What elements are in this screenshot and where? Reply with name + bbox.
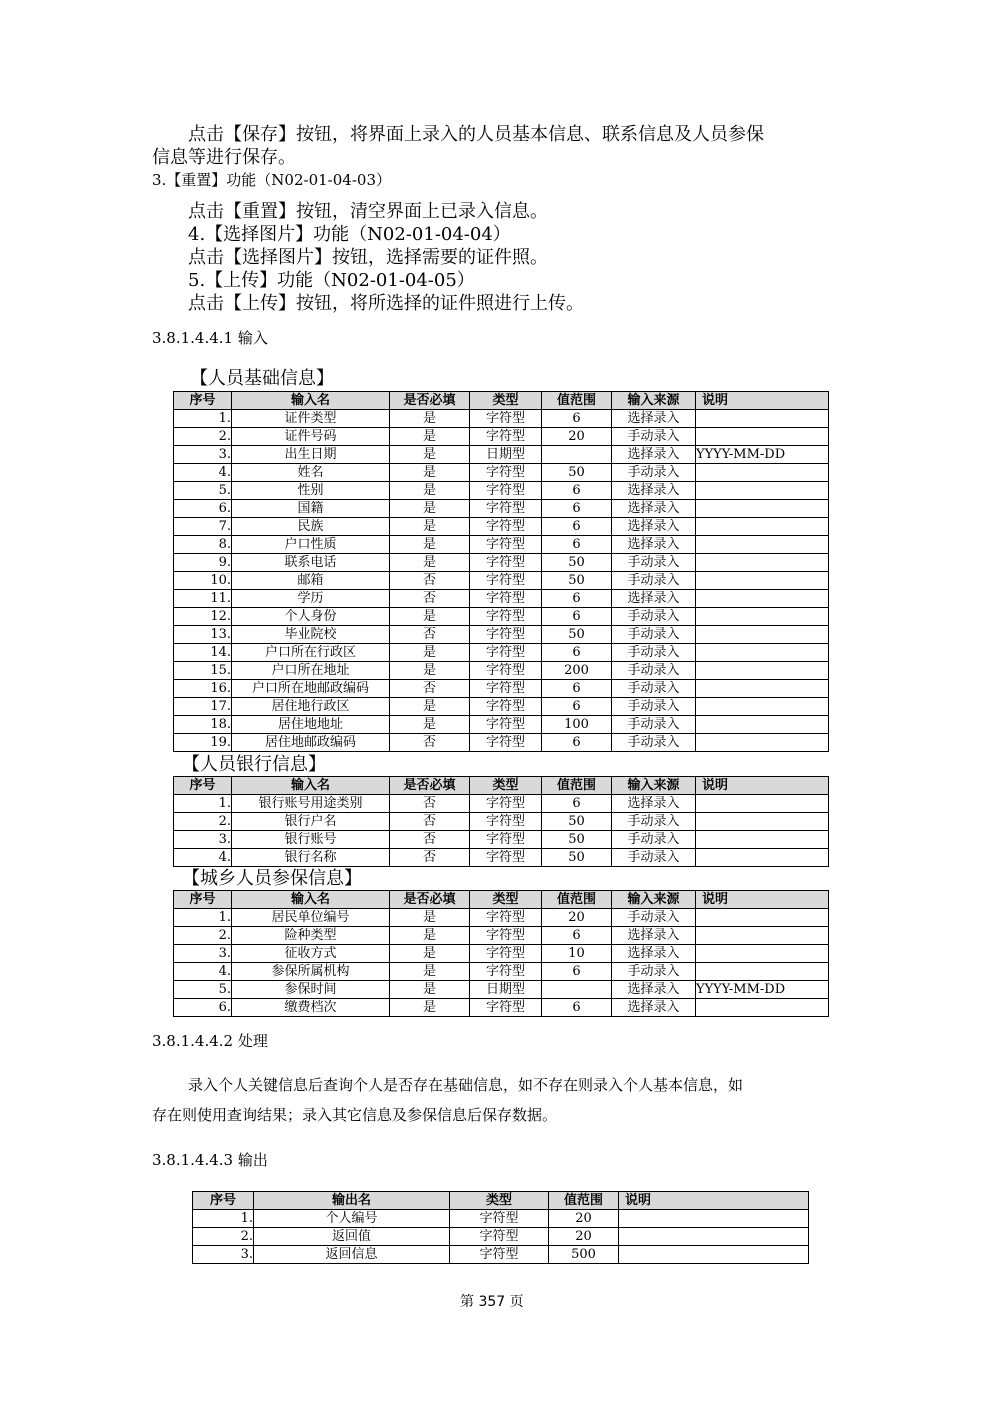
cell-input-name: 银行户名 <box>232 813 390 831</box>
item4-title: 4.【选择图片】功能（N02-01-04-04） <box>188 224 511 245</box>
cell-required: 是 <box>390 716 470 734</box>
header-input-name: 输入名 <box>232 891 390 909</box>
cell-required: 否 <box>390 849 470 867</box>
cell-note <box>696 927 829 945</box>
table-row <box>174 795 829 813</box>
cell-input-name: 联系电话 <box>232 554 390 572</box>
cell-index: 9. <box>174 554 232 572</box>
cell-index: 10. <box>174 572 232 590</box>
cell-input-name: 征收方式 <box>232 945 390 963</box>
cell-input-name: 姓名 <box>232 464 390 482</box>
cell-source: 手动录入 <box>612 554 696 572</box>
cell-index: 8. <box>174 536 232 554</box>
cell-note: YYYY-MM-DD <box>696 446 829 464</box>
cell-source: 选择录入 <box>612 981 696 999</box>
cell-input-name: 居民单位编号 <box>232 909 390 927</box>
cell-index: 5. <box>174 981 232 999</box>
cell-source: 选择录入 <box>612 590 696 608</box>
cell-note <box>696 795 829 813</box>
cell-source: 选择录入 <box>612 945 696 963</box>
table-row <box>193 1246 809 1264</box>
table-row <box>174 981 829 999</box>
cell-range: 6 <box>542 734 612 752</box>
cell-input-name: 证件类型 <box>232 410 390 428</box>
cell-output-name: 个人编号 <box>254 1210 450 1228</box>
cell-source: 选择录入 <box>612 927 696 945</box>
cell-required: 是 <box>390 644 470 662</box>
cell-note <box>696 608 829 626</box>
cell-type: 字符型 <box>470 734 542 752</box>
cell-required: 是 <box>390 927 470 945</box>
cell-type: 日期型 <box>470 981 542 999</box>
cell-type: 字符型 <box>470 795 542 813</box>
header-type: 类型 <box>470 777 542 795</box>
header-index: 序号 <box>174 891 232 909</box>
table-row <box>174 626 829 644</box>
header-required: 是否必填 <box>390 392 470 410</box>
cell-index: 2. <box>193 1228 254 1246</box>
cell-index: 3. <box>174 831 232 849</box>
cell-type: 字符型 <box>470 644 542 662</box>
header-range: 值范围 <box>542 777 612 795</box>
cell-range: 50 <box>542 626 612 644</box>
table-row <box>174 590 829 608</box>
cell-index: 1. <box>174 795 232 813</box>
item3-title: 3.【重置】功能（N02-01-04-03） <box>152 171 391 189</box>
cell-required: 是 <box>390 554 470 572</box>
cell-input-name: 国籍 <box>232 500 390 518</box>
table-bank-title: 【人员银行信息】 <box>182 754 326 775</box>
cell-index: 6. <box>174 999 232 1017</box>
cell-type: 字符型 <box>470 680 542 698</box>
cell-note <box>619 1246 809 1264</box>
cell-source: 手动录入 <box>612 428 696 446</box>
cell-note <box>696 572 829 590</box>
cell-range: 6 <box>542 410 612 428</box>
table-insurance-info <box>173 890 829 1017</box>
cell-source: 手动录入 <box>612 572 696 590</box>
cell-source: 选择录入 <box>612 482 696 500</box>
cell-index: 16. <box>174 680 232 698</box>
table-basic-title: 【人员基础信息】 <box>190 368 334 389</box>
cell-index: 3. <box>174 446 232 464</box>
cell-type: 字符型 <box>470 698 542 716</box>
cell-range: 6 <box>542 680 612 698</box>
cell-range: 6 <box>542 795 612 813</box>
cell-required: 是 <box>390 536 470 554</box>
cell-required: 否 <box>390 813 470 831</box>
cell-required: 是 <box>390 981 470 999</box>
cell-source: 手动录入 <box>612 464 696 482</box>
cell-required: 否 <box>390 572 470 590</box>
table-row <box>174 813 829 831</box>
section-output-heading: 3.8.1.4.4.3 输出 <box>152 1151 268 1169</box>
table-row <box>174 680 829 698</box>
header-note: 说明 <box>696 392 829 410</box>
cell-index: 3. <box>193 1246 254 1264</box>
header-source: 输入来源 <box>612 891 696 909</box>
cell-source: 手动录入 <box>612 644 696 662</box>
table-row <box>174 927 829 945</box>
cell-range: 6 <box>542 999 612 1017</box>
page-footer: 第 357 页 <box>460 1294 524 1310</box>
cell-index: 17. <box>174 698 232 716</box>
cell-input-name: 银行账号用途类别 <box>232 795 390 813</box>
cell-range: 6 <box>542 590 612 608</box>
cell-index: 14. <box>174 644 232 662</box>
cell-index: 15. <box>174 662 232 680</box>
cell-range: 10 <box>542 945 612 963</box>
cell-note <box>696 518 829 536</box>
cell-range: 50 <box>542 813 612 831</box>
table-row <box>193 1210 809 1228</box>
cell-source: 选择录入 <box>612 518 696 536</box>
cell-output-name: 返回信息 <box>254 1246 450 1264</box>
cell-note <box>696 963 829 981</box>
cell-input-name: 参保时间 <box>232 981 390 999</box>
cell-input-name: 户口所在地邮政编码 <box>232 680 390 698</box>
cell-note <box>696 734 829 752</box>
cell-range: 20 <box>542 428 612 446</box>
cell-input-name: 缴费档次 <box>232 999 390 1017</box>
cell-input-name: 民族 <box>232 518 390 536</box>
cell-input-name: 户口所在行政区 <box>232 644 390 662</box>
cell-index: 4. <box>174 464 232 482</box>
cell-source: 手动录入 <box>612 831 696 849</box>
cell-note <box>696 831 829 849</box>
cell-source: 选择录入 <box>612 410 696 428</box>
cell-range: 20 <box>549 1210 619 1228</box>
table-row <box>174 554 829 572</box>
header-range: 值范围 <box>542 891 612 909</box>
cell-required: 是 <box>390 500 470 518</box>
cell-type: 字符型 <box>450 1228 549 1246</box>
cell-range <box>542 446 612 464</box>
cell-note <box>696 500 829 518</box>
table-row <box>174 831 829 849</box>
table-row <box>174 500 829 518</box>
cell-input-name: 险种类型 <box>232 927 390 945</box>
cell-type: 字符型 <box>470 554 542 572</box>
cell-type: 字符型 <box>470 626 542 644</box>
header-output-name: 输出名 <box>254 1192 450 1210</box>
cell-note <box>696 482 829 500</box>
cell-type: 字符型 <box>470 464 542 482</box>
header-range: 值范围 <box>542 392 612 410</box>
cell-input-name: 银行名称 <box>232 849 390 867</box>
cell-index: 1. <box>174 410 232 428</box>
cell-index: 12. <box>174 608 232 626</box>
cell-type: 字符型 <box>470 482 542 500</box>
cell-note: YYYY-MM-DD <box>696 981 829 999</box>
cell-required: 否 <box>390 626 470 644</box>
cell-required: 否 <box>390 680 470 698</box>
cell-required: 否 <box>390 734 470 752</box>
cell-source: 手动录入 <box>612 716 696 734</box>
table-row <box>174 572 829 590</box>
header-required: 是否必填 <box>390 777 470 795</box>
table-row <box>174 608 829 626</box>
cell-type: 字符型 <box>470 428 542 446</box>
cell-index: 2. <box>174 813 232 831</box>
cell-source: 手动录入 <box>612 813 696 831</box>
cell-source: 手动录入 <box>612 662 696 680</box>
table-insure-title: 【城乡人员参保信息】 <box>182 868 362 889</box>
cell-note <box>696 464 829 482</box>
cell-type: 字符型 <box>470 572 542 590</box>
header-source: 输入来源 <box>612 777 696 795</box>
cell-note <box>696 716 829 734</box>
cell-type: 字符型 <box>470 813 542 831</box>
cell-range: 50 <box>542 464 612 482</box>
cell-range: 6 <box>542 482 612 500</box>
cell-type: 字符型 <box>470 849 542 867</box>
table-bank-info <box>173 776 829 867</box>
cell-type: 日期型 <box>470 446 542 464</box>
cell-source: 选择录入 <box>612 999 696 1017</box>
cell-required: 是 <box>390 662 470 680</box>
cell-type: 字符型 <box>470 909 542 927</box>
cell-source: 手动录入 <box>612 909 696 927</box>
cell-source: 选择录入 <box>612 446 696 464</box>
cell-range: 50 <box>542 831 612 849</box>
cell-index: 5. <box>174 482 232 500</box>
table-row <box>174 734 829 752</box>
header-input-name: 输入名 <box>232 777 390 795</box>
cell-input-name: 学历 <box>232 590 390 608</box>
cell-note <box>696 410 829 428</box>
cell-index: 1. <box>193 1210 254 1228</box>
cell-source: 手动录入 <box>612 680 696 698</box>
cell-index: 11. <box>174 590 232 608</box>
cell-required: 是 <box>390 698 470 716</box>
cell-note <box>696 554 829 572</box>
table-basic-info <box>173 391 829 752</box>
cell-note <box>696 590 829 608</box>
cell-input-name: 居住地行政区 <box>232 698 390 716</box>
header-type: 类型 <box>450 1192 549 1210</box>
cell-source: 选择录入 <box>612 795 696 813</box>
table-row <box>174 446 829 464</box>
cell-required: 是 <box>390 482 470 500</box>
cell-note <box>619 1210 809 1228</box>
paragraph-save-line2: 信息等进行保存。 <box>152 147 296 168</box>
table-row <box>174 428 829 446</box>
cell-index: 4. <box>174 963 232 981</box>
header-index: 序号 <box>174 777 232 795</box>
cell-range: 6 <box>542 536 612 554</box>
process-line1: 录入个人关键信息后查询个人是否存在基础信息，如不存在则录入个人基本信息，如 <box>188 1076 744 1094</box>
cell-type: 字符型 <box>470 536 542 554</box>
table-row <box>174 536 829 554</box>
cell-input-name: 居住地地址 <box>232 716 390 734</box>
cell-index: 2. <box>174 927 232 945</box>
header-source: 输入来源 <box>612 392 696 410</box>
table-row <box>174 518 829 536</box>
cell-type: 字符型 <box>470 590 542 608</box>
cell-type: 字符型 <box>470 518 542 536</box>
cell-index: 6. <box>174 500 232 518</box>
cell-note <box>696 909 829 927</box>
cell-index: 1. <box>174 909 232 927</box>
header-range: 值范围 <box>549 1192 619 1210</box>
header-index: 序号 <box>193 1192 254 1210</box>
cell-index: 19. <box>174 734 232 752</box>
cell-input-name: 参保所属机构 <box>232 963 390 981</box>
cell-source: 手动录入 <box>612 698 696 716</box>
cell-required: 否 <box>390 590 470 608</box>
cell-input-name: 性别 <box>232 482 390 500</box>
cell-input-name: 毕业院校 <box>232 626 390 644</box>
cell-range: 6 <box>542 608 612 626</box>
cell-required: 是 <box>390 446 470 464</box>
cell-required: 是 <box>390 410 470 428</box>
cell-input-name: 个人身份 <box>232 608 390 626</box>
table-row <box>174 999 829 1017</box>
cell-type: 字符型 <box>470 410 542 428</box>
cell-required: 是 <box>390 999 470 1017</box>
header-note: 说明 <box>619 1192 809 1210</box>
cell-note <box>696 945 829 963</box>
cell-required: 否 <box>390 795 470 813</box>
item5-title: 5.【上传】功能（N02-01-04-05） <box>188 270 475 291</box>
cell-index: 4. <box>174 849 232 867</box>
cell-range: 6 <box>542 500 612 518</box>
item3-desc: 点击【重置】按钮，清空界面上已录入信息。 <box>188 201 548 222</box>
table-row <box>174 644 829 662</box>
cell-note <box>696 698 829 716</box>
cell-note <box>696 536 829 554</box>
paragraph-save-line1: 点击【保存】按钮，将界面上录入的人员基本信息、联系信息及人员参保 <box>188 124 764 145</box>
cell-type: 字符型 <box>470 945 542 963</box>
cell-required: 是 <box>390 909 470 927</box>
process-line2: 存在则使用查询结果；录入其它信息及参保信息后保存数据。 <box>152 1106 558 1124</box>
cell-note <box>696 999 829 1017</box>
table-row <box>174 963 829 981</box>
cell-index: 18. <box>174 716 232 734</box>
cell-source: 手动录入 <box>612 734 696 752</box>
cell-type: 字符型 <box>470 608 542 626</box>
cell-type: 字符型 <box>470 662 542 680</box>
cell-note <box>696 644 829 662</box>
cell-required: 否 <box>390 831 470 849</box>
cell-input-name: 户口性质 <box>232 536 390 554</box>
table-row <box>193 1228 809 1246</box>
header-type: 类型 <box>470 891 542 909</box>
cell-range: 6 <box>542 963 612 981</box>
cell-output-name: 返回值 <box>254 1228 450 1246</box>
cell-source: 选择录入 <box>612 536 696 554</box>
cell-required: 是 <box>390 464 470 482</box>
table-row <box>174 909 829 927</box>
cell-source: 手动录入 <box>612 849 696 867</box>
table-output <box>192 1191 809 1264</box>
cell-note <box>696 428 829 446</box>
header-type: 类型 <box>470 392 542 410</box>
cell-type: 字符型 <box>470 500 542 518</box>
cell-source: 选择录入 <box>612 500 696 518</box>
cell-index: 2. <box>174 428 232 446</box>
cell-source: 手动录入 <box>612 963 696 981</box>
cell-range: 50 <box>542 572 612 590</box>
cell-note <box>696 626 829 644</box>
cell-range: 50 <box>542 849 612 867</box>
cell-input-name: 银行账号 <box>232 831 390 849</box>
cell-range: 100 <box>542 716 612 734</box>
cell-index: 3. <box>174 945 232 963</box>
cell-source: 手动录入 <box>612 626 696 644</box>
cell-source: 手动录入 <box>612 608 696 626</box>
item5-desc: 点击【上传】按钮，将所选择的证件照进行上传。 <box>188 293 584 314</box>
cell-note <box>696 849 829 867</box>
cell-range: 6 <box>542 644 612 662</box>
item4-desc: 点击【选择图片】按钮，选择需要的证件照。 <box>188 247 548 268</box>
table-row <box>174 410 829 428</box>
cell-range: 50 <box>542 554 612 572</box>
cell-note <box>619 1228 809 1246</box>
cell-type: 字符型 <box>470 716 542 734</box>
cell-type: 字符型 <box>470 999 542 1017</box>
section-input-heading: 3.8.1.4.4.1 输入 <box>152 329 268 347</box>
cell-type: 字符型 <box>470 831 542 849</box>
cell-range: 500 <box>549 1246 619 1264</box>
cell-range: 6 <box>542 927 612 945</box>
cell-input-name: 户口所在地址 <box>232 662 390 680</box>
cell-type: 字符型 <box>450 1210 549 1228</box>
cell-type: 字符型 <box>470 927 542 945</box>
header-note: 说明 <box>696 891 829 909</box>
cell-range: 200 <box>542 662 612 680</box>
header-input-name: 输入名 <box>232 392 390 410</box>
cell-input-name: 出生日期 <box>232 446 390 464</box>
section-process-heading: 3.8.1.4.4.2 处理 <box>152 1032 268 1050</box>
cell-range: 6 <box>542 698 612 716</box>
cell-note <box>696 813 829 831</box>
cell-required: 是 <box>390 945 470 963</box>
header-note: 说明 <box>696 777 829 795</box>
table-row <box>174 662 829 680</box>
cell-range: 6 <box>542 518 612 536</box>
cell-required: 是 <box>390 428 470 446</box>
cell-type: 字符型 <box>450 1246 549 1264</box>
cell-note <box>696 662 829 680</box>
cell-index: 7. <box>174 518 232 536</box>
table-row <box>174 464 829 482</box>
cell-required: 是 <box>390 518 470 536</box>
cell-index: 13. <box>174 626 232 644</box>
cell-range: 20 <box>549 1228 619 1246</box>
cell-range <box>542 981 612 999</box>
header-required: 是否必填 <box>390 891 470 909</box>
table-row <box>174 716 829 734</box>
cell-range: 20 <box>542 909 612 927</box>
header-index: 序号 <box>174 392 232 410</box>
table-row <box>174 698 829 716</box>
table-row <box>174 482 829 500</box>
cell-input-name: 证件号码 <box>232 428 390 446</box>
cell-type: 字符型 <box>470 963 542 981</box>
table-row <box>174 945 829 963</box>
cell-note <box>696 680 829 698</box>
table-row <box>174 849 829 867</box>
cell-input-name: 居住地邮政编码 <box>232 734 390 752</box>
cell-input-name: 邮箱 <box>232 572 390 590</box>
cell-required: 是 <box>390 608 470 626</box>
cell-required: 是 <box>390 963 470 981</box>
